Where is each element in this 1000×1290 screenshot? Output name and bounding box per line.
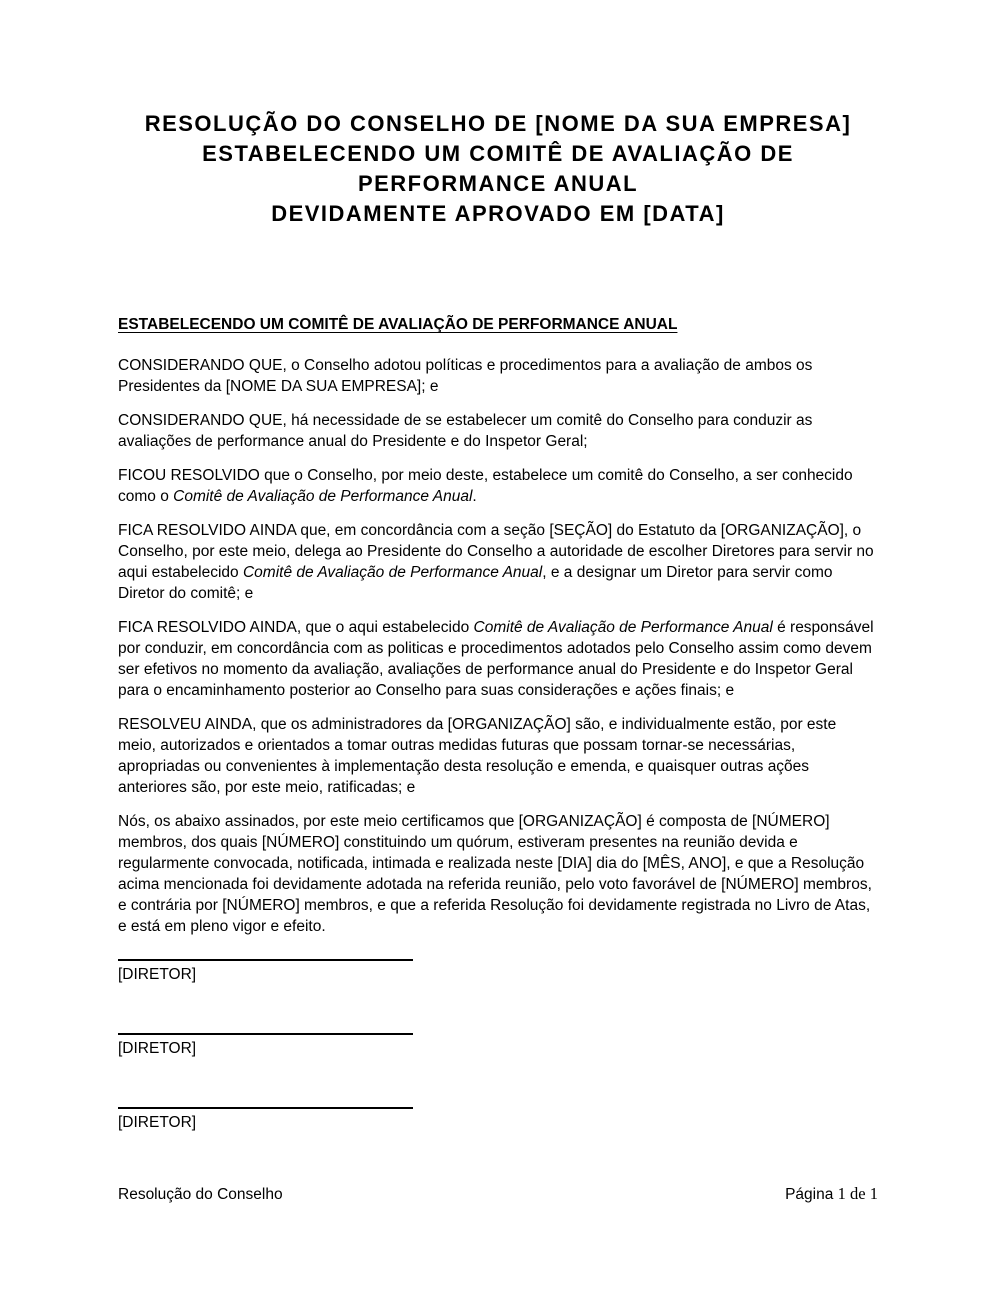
document-page bbox=[118, 0, 878, 1205]
title-line-4: DEVIDAMENTE APROVADO EM [DATA] bbox=[271, 201, 725, 226]
title-line-3: PERFORMANCE ANUAL bbox=[357, 171, 639, 196]
paragraph-resolveu-ainda bbox=[118, 714, 878, 798]
paragraph-certification bbox=[118, 811, 878, 937]
paragraph-text: Nós, os abaixo assinados, por este meio certificamos que [ORGANIZAÇÃO] é composta de [NÚMERO] membros, dos quais [NÚMERO] constituindo um quórum, estiveram presentes na reunião devida e regularmente convocada, notificada, intimada e realizada neste [DIA] dia do [MÊS, ANO], e que a Resolução acima mencionada foi devidamente adotada na referida reunião, pelo voto favorável de [NÚMERO] membros, e contrária por [NÚMERO] membros, e que a referida Resolução foi devidamente registrada no Livro de Atas, e está em pleno vigor e efeito. bbox=[118, 813, 872, 935]
footer-page-label: Página bbox=[785, 1186, 838, 1203]
paragraph-italic: Comitê de Avaliação de Performance Anual bbox=[173, 488, 473, 505]
signature-label: [DIRETOR] bbox=[118, 1040, 197, 1057]
signature-section bbox=[118, 959, 878, 1133]
paragraph-fica-resolvido-1 bbox=[118, 520, 878, 604]
footer-page-value: 1 de 1 bbox=[837, 1184, 878, 1203]
paragraph-text: FICA RESOLVIDO AINDA que, em concordância com a seção [SEÇÃO] do Estatuto da [ORGANIZAÇÃO], o Conselho, por este meio, delega ao Presidente do Conselho a autoridade de escolher Diretores para servir no aqui estabelecido bbox=[118, 522, 874, 581]
paragraph-text: é responsável por conduzir, em concordância com as politicas e procedimentos adotados pelo Conselho assim como devem ser efetivos no momento da avaliação, avaliações de performance anual do Presidente e do Inspetor Geral para o encaminhamento posterior ao Conselho para suas considerações e ações finais; e bbox=[118, 619, 874, 699]
paragraph-text: , e a designar um Diretor para servir como Diretor do comitê; e bbox=[118, 564, 833, 602]
paragraph-fica-resolvido-2 bbox=[118, 617, 878, 701]
signature-block-2 bbox=[118, 1033, 878, 1059]
paragraph-text: . bbox=[472, 488, 477, 505]
paragraph-italic: Comitê de Avaliação de Performance Anual bbox=[473, 619, 773, 636]
title-line-1: RESOLUÇÃO DO CONSELHO DE [NOME DA SUA EMPRESA] bbox=[144, 111, 852, 136]
footer-document-name: Resolução do Conselho bbox=[118, 1186, 283, 1203]
paragraph-text: FICA RESOLVIDO AINDA, que o aqui estabelecido bbox=[118, 619, 474, 636]
signature-line bbox=[118, 1107, 413, 1109]
paragraph-text: CONSIDERANDO QUE, há necessidade de se estabelecer um comitê do Conselho para conduzir as avaliações de performance anual do Presidente e do Inspetor Geral; bbox=[118, 412, 813, 450]
paragraph-italic: Comitê de Avaliação de Performance Anual bbox=[242, 564, 543, 581]
signature-line bbox=[118, 1033, 413, 1035]
page-footer bbox=[118, 1183, 878, 1205]
paragraph-text: FICOU RESOLVIDO que o Conselho, por meio deste, estabelece um comitê do Conselho, a ser conhecido como o bbox=[118, 467, 853, 505]
title-line-2: ESTABELECENDO UM COMITÊ DE AVALIAÇÃO DE bbox=[202, 141, 794, 166]
section-heading: ESTABELECENDO UM COMITÊ DE AVALIAÇÃO DE PERFORMANCE ANUAL bbox=[118, 316, 678, 333]
paragraph-considerando-1 bbox=[118, 355, 878, 397]
document-title bbox=[118, 109, 878, 229]
signature-line bbox=[118, 959, 413, 961]
signature-label: [DIRETOR] bbox=[118, 966, 197, 983]
signature-block-3 bbox=[118, 1107, 878, 1133]
paragraph-text: RESOLVEU AINDA, que os administradores da [ORGANIZAÇÃO] são, e individualmente estão, por este meio, autorizados e orientados a tomar outras medidas futuras que possam tornar-se necessárias, apropriadas ou convenientes à implementação desta resolução e emenda, e quaisquer outras ações anteriores são, por este meio, ratificadas; e bbox=[118, 716, 837, 796]
paragraph-text: CONSIDERANDO QUE, o Conselho adotou políticas e procedimentos para a avaliação de ambos os Presidentes da [NOME DA SUA EMPRESA]; e bbox=[118, 357, 813, 395]
signature-label: [DIRETOR] bbox=[118, 1114, 197, 1131]
footer-page-number bbox=[785, 1183, 878, 1205]
paragraph-considerando-2 bbox=[118, 410, 878, 452]
signature-block-1 bbox=[118, 959, 878, 985]
paragraph-ficou-resolvido bbox=[118, 465, 878, 507]
